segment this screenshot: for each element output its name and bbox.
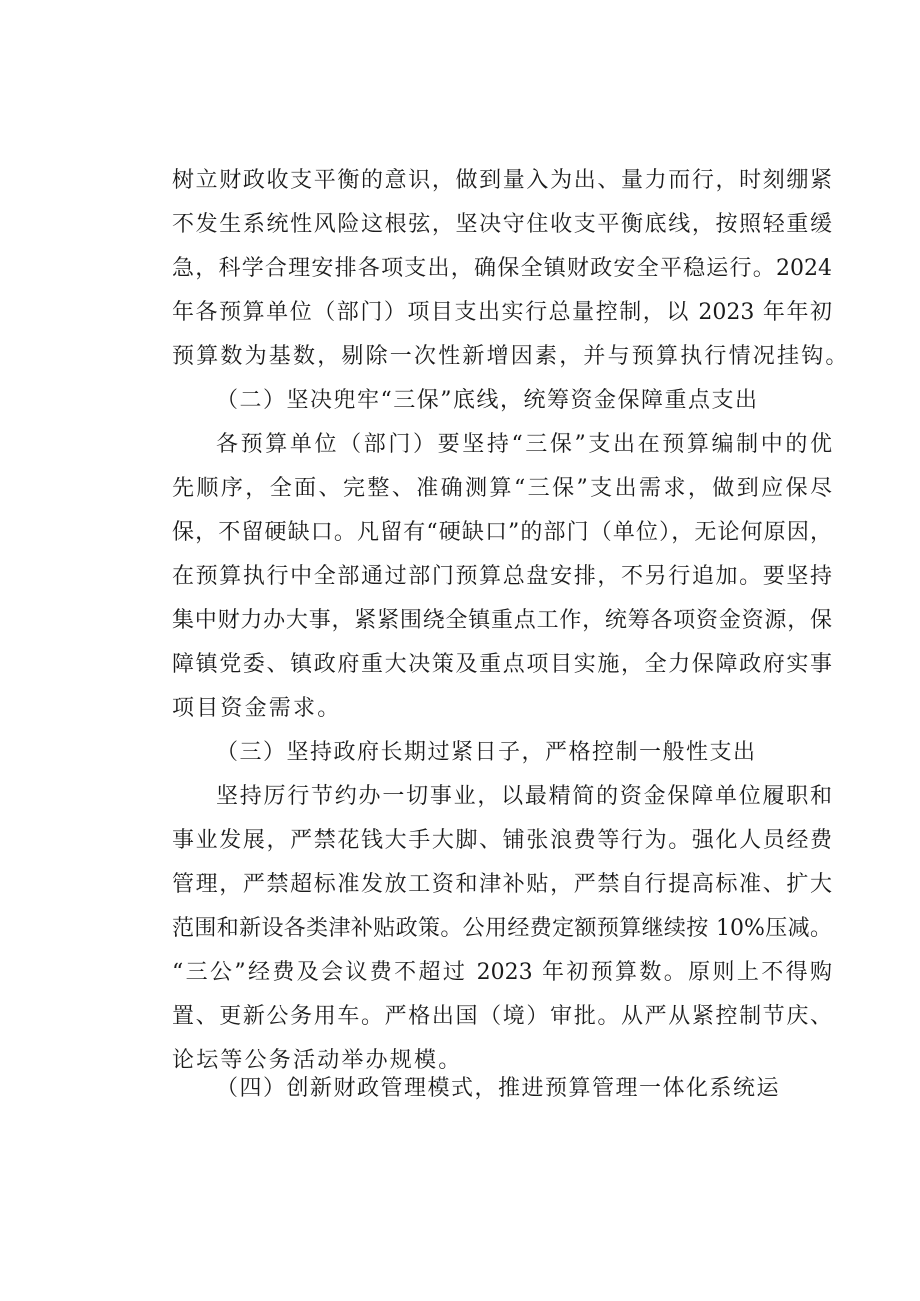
- paragraph-line: 坚持厉行节约办一切事业，以最精简的资金保障单位履职和: [216, 784, 832, 809]
- paragraph-line: 项目资金需求。: [172, 696, 342, 721]
- paragraph-line: 在预算执行中全部通过部门预算总盘安排，不另行追加。要坚持: [172, 564, 832, 589]
- paragraph-line: 保，不留硬缺口。凡留有“硬缺口”的部门（单位），无论何原因，: [172, 520, 832, 545]
- paragraph-line: 置、更新公务用车。严格出国（境）审批。从严从紧控制节庆、: [172, 1004, 832, 1029]
- paragraph-line: 树立财政收支平衡的意识，做到量入为出、量力而行，时刻绷紧: [172, 168, 832, 193]
- paragraph-line: 年各预算单位（部门）项目支出实行总量控制，以 2023 年年初: [172, 300, 832, 325]
- paragraph-line: 预算数为基数，剔除一次性新增因素，并与预算执行情况挂钩。: [172, 344, 850, 369]
- paragraph-line: 论坛等公务活动举办规模。: [172, 1048, 463, 1073]
- section-heading-3: （三）坚持政府长期过紧日子，严格控制一般性支出: [216, 740, 757, 765]
- paragraph-line: 各预算单位（部门）要坚持“三保”支出在预算编制中的优: [216, 432, 832, 457]
- paragraph-line: 集中财力办大事，紧紧围绕全镇重点工作，统筹各项资金资源，保: [172, 608, 832, 633]
- paragraph-line: 先顺序，全面、完整、准确测算“三保”支出需求，做到应保尽: [172, 476, 832, 501]
- paragraph-line: 范围和新设各类津补贴政策。公用经费定额预算继续按 10%压减。: [172, 916, 832, 941]
- paragraph-line: 障镇党委、镇政府重大决策及重点项目实施，全力保障政府实事: [172, 652, 832, 677]
- section-heading-4: （四）创新财政管理模式，推进预算管理一体化系统运: [216, 1076, 781, 1101]
- paragraph-line: 管理，严禁超标准发放工资和津补贴，严禁自行提高标准、扩大: [172, 872, 832, 897]
- section-heading-2: （二）坚决兜牢“三保”底线，统筹资金保障重点支出: [216, 388, 759, 413]
- paragraph-line: 急，科学合理安排各项支出，确保全镇财政安全平稳运行。2024: [172, 256, 832, 281]
- paragraph-line: 不发生系统性风险这根弦，坚决守住收支平衡底线，按照轻重缓: [172, 212, 832, 237]
- paragraph-line: “三公”经费及会议费不超过 2023 年初预算数。原则上不得购: [172, 960, 832, 985]
- paragraph-line: 事业发展，严禁花钱大手大脚、铺张浪费等行为。强化人员经费: [172, 828, 832, 853]
